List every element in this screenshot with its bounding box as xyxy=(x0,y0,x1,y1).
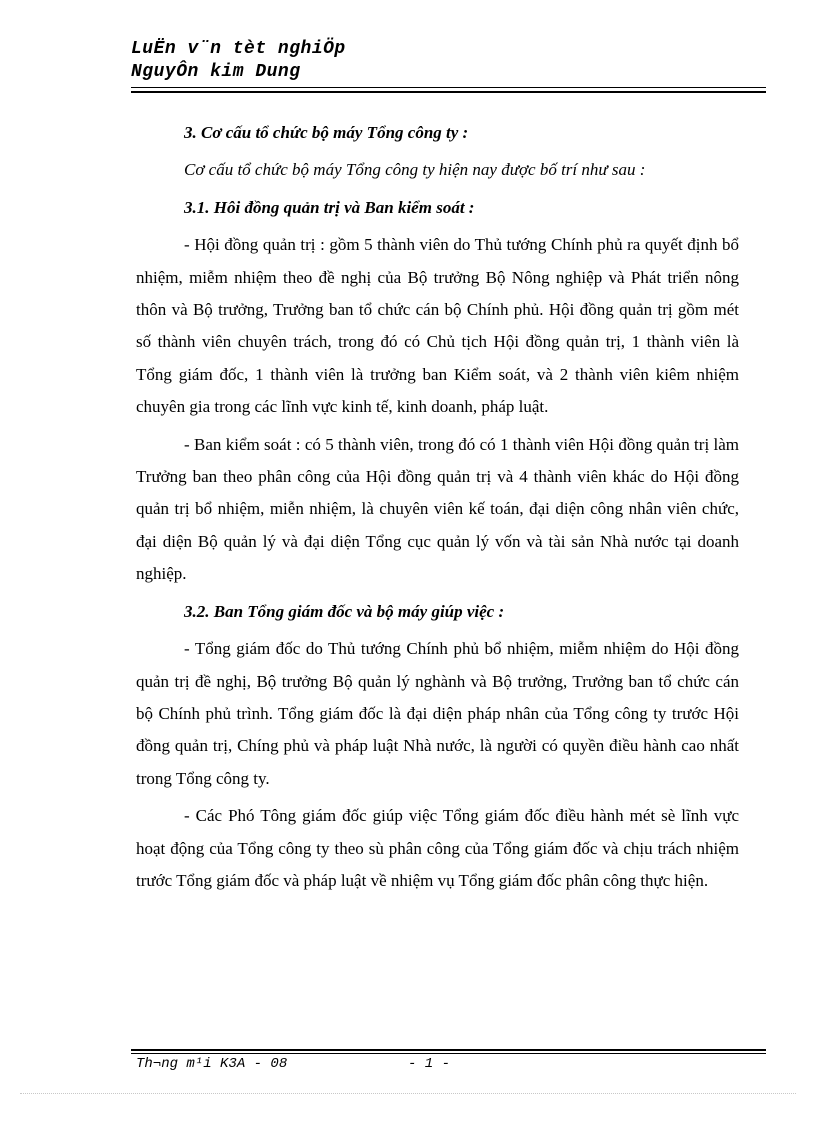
header-author-name: NguyÔn kim Dung xyxy=(131,62,301,82)
section-heading-3-2: 3.2. Ban Tổng giám đốc và bộ máy giúp việc : xyxy=(184,601,505,621)
document-body xyxy=(136,117,739,902)
header-rule-thin xyxy=(131,87,766,88)
header-rule-thick xyxy=(131,91,766,93)
section-intro: Cơ cấu tổ chức bộ máy Tổng công ty hiện nay được bố trí như sau : xyxy=(184,160,646,180)
footer-rule-thin xyxy=(131,1053,766,1054)
page-bottom-divider xyxy=(20,1093,796,1094)
header-thesis-title: LuËn v¨n tèt nghiÖp xyxy=(131,39,346,59)
paragraph-deputy-directors: - Các Phó Tông giám đốc giúp việc Tổng giám đốc điều hành mét sè lĩnh vực hoạt động của Tổng công ty theo sù phân công của Tổng giám đốc và chịu trách nhiệm trước Tổng giám đốc và pháp luật về nhiệm vụ Tổng giám đốc phân công thực hiện. xyxy=(136,806,739,890)
paragraph-board-of-directors: - Hội đồng quản trị : gồm 5 thành viên do Thủ tướng Chính phủ ra quyết định bổ nhiệm, miễm nhiệm theo đề nghị của Bộ trưởng Bộ Nông nghiệp và Phát triển nông thôn và Bộ trưởng, Trưởng ban tổ chức cán bộ Chính phủ. Hội đồng quản trị gồm mét số thành viên chuyên trách, trong đó có Chủ tịch Hội đồng quản trị, 1 thành viên là Tổng giám đốc, 1 thành viên là trưởng ban Kiểm soát, và 2 thành viên kiêm nhiệm chuyên gia trong các lĩnh vực kinh tế, kinh doanh, pháp luật. xyxy=(136,235,739,417)
page-header xyxy=(131,38,766,84)
paragraph-general-director: - Tổng giám đốc do Thủ tướng Chính phủ bổ nhiệm, miễm nhiệm do Hội đồng quản trị đề nghị, Bộ trưởng Bộ quản lý nghành và Bộ trưởng, Trưởng ban tổ chức cán bộ Chính phủ trình. Tổng giám đốc là đại diện pháp nhân của Tổng công ty trước Hội đồng quản trị, Chíng phủ và pháp luật Nhà nước, là người có quyền điều hành cao nhất trong Tổng công ty. xyxy=(136,639,739,788)
page-number: - 1 - xyxy=(408,1056,451,1072)
footer-class-label: Th¬ng m¹i K3A - 08 xyxy=(136,1056,288,1072)
paragraph-supervisory-board: - Ban kiểm soát : có 5 thành viên, trong đó có 1 thành viên Hội đồng quản trị làm Trưởng ban theo phân công của Hội đồng quản trị và 4 thành viên khác do Hội đồng quản trị bổ nhiệm, miễn nhiệm, là chuyên viên kế toán, đại diện công nhân viên chức, đại diện Bộ quản lý và đại diện Tổng cục quản lý vốn và tài sản Nhà nước tại doanh nghiệp. xyxy=(136,434,739,584)
section-heading-3-1: 3.1. Hôi đồng quản trị và Ban kiểm soát : xyxy=(184,197,475,217)
page-footer xyxy=(136,1056,736,1104)
section-heading-3: 3. Cơ cấu tổ chức bộ máy Tổng công ty : xyxy=(184,123,469,142)
footer-rule-thick xyxy=(131,1049,766,1051)
